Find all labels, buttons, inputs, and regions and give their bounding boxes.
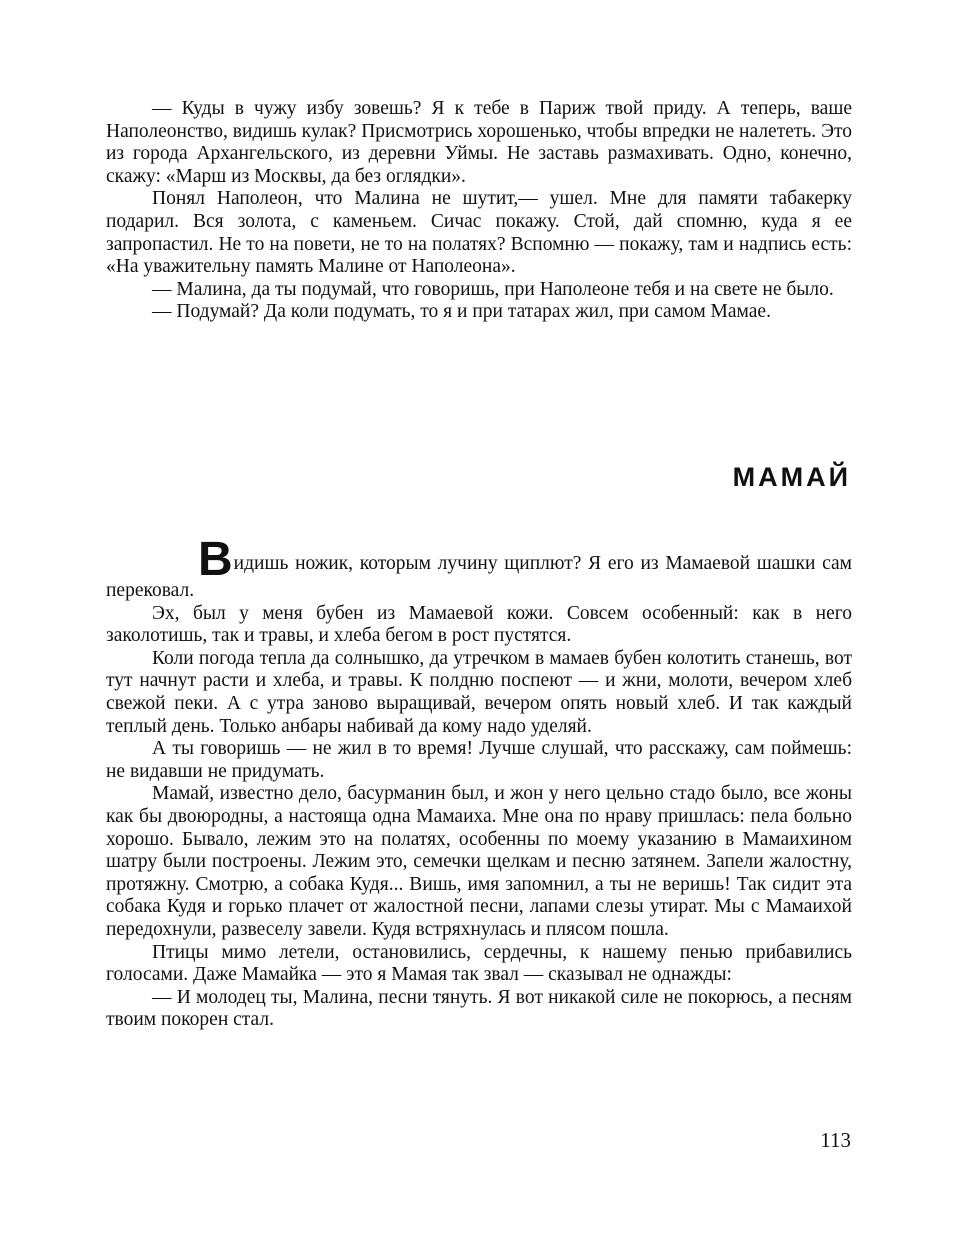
first-paragraph — [106, 533, 852, 603]
paragraph: А ты говоришь — не жил в то время! Лучше слушай, что расскажу, сам поймешь: не видавши не придумать. — [106, 738, 852, 782]
paragraph: Птицы мимо летели, остановились, сердечны, к нашему пенью прибавились голосами. Даже Мамайка — это я Мамая так звал — сказывал не однажды: — [106, 941, 852, 986]
paragraph: — Подумай? Да коли подумать, то я и при татарах жил, при самом Мамае. — [152, 301, 771, 323]
paragraph: Мамай, известно дело, басурманин был, и жон у него цельно стадо было, все жоны как бы двоюродны, а настояща одна Мамаиха. Мне она по нраву пришлась: пела больно хорошо. Бывало, лежим это на полатях, особенны по моему указанию в Мамаихином шатру были построены. Лежим это, семечки щелкам и песню затянем. Запели жалостну, протяжну. Смотрю, а собака Кудя... Вишь, имя запомнил, а ты не веришь! Так сидит эта собака Кудя и горько плачет от жалостной песни, лапами слезы утират. Мы с Мамаихой передохнули, развеселу завели. Кудя встряхнулась и плясом пошла. — [106, 783, 852, 940]
page-number: 113 — [820, 1128, 851, 1152]
top-text-block — [106, 98, 852, 324]
chapter-text-block — [106, 533, 852, 1032]
paragraph: Эх, был у меня бубен из Мамаевой кожи. Совсем особенный: как в него заколотишь, так и травы, и хлеба бегом в рост пустятся. — [106, 602, 852, 647]
drop-cap: В — [198, 533, 233, 586]
paragraph: Коли погода тепла да солнышко, да утречком в мамаев бубен колотить станешь, вот тут начнут расти и хлеба, и травы. К полдню поспеют — и жни, молоти, вечером хлеб свежой пеки. А с утра заново выращивай, вечером опять новый хлеб. И так каждый теплый день. Только анбары набивай да кому надо уделяй. — [106, 647, 852, 737]
paragraph: — И молодец ты, Малина, песни тянуть. Я вот никакой силе не покорюсь, а песням твоим покорен стал. — [106, 986, 852, 1031]
chapter-title: МАМАЙ — [732, 462, 851, 492]
paragraph: Понял Наполеон, что Малина не шутит,— ушел. Мне для памяти табакерку подарил. Вся золота, с каменьем. Сичас покажу. Стой, дай спомню, куда я ее запропастил. Не то на повети, не то на полатях? Вспомню — покажу, там и надпись есть: «На уважительну память Малине от Наполеона». — [106, 188, 852, 278]
paragraph: — Куды в чужу избу зовешь? Я к тебе в Париж твой приду. А теперь, ваше Наполеонство, видишь кулак? Присмотрись хорошенько, чтобы впредки не налететь. Это из города Архангельского, из деревни Уймы. Не заставь размахивать. Одно, конечно, скажу: «Марш из Москвы, да без оглядки». — [106, 98, 852, 187]
paragraph: — Малина, да ты подумай, что говоришь, при Наполеоне тебя и на свете не было. — [152, 278, 834, 300]
first-paragraph-text: идишь ножик, которым лучину щиплют? Я его из Мамаевой шашки сам перековал. — [106, 553, 852, 601]
